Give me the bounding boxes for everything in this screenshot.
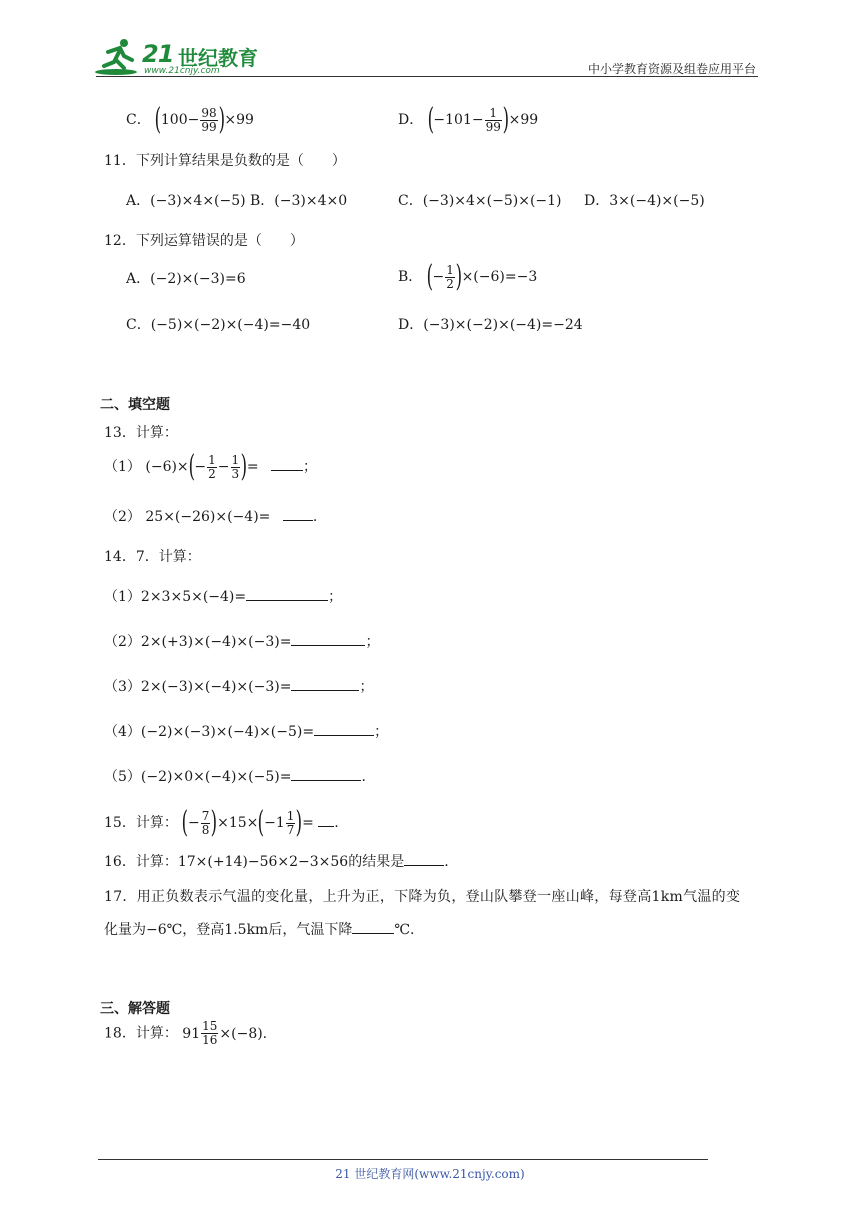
option-expr: (−3)×(−2)×(−4)=−24 [423,317,583,333]
denominator: 3 [231,466,240,481]
q12-option-c [126,314,310,334]
answer-blank[interactable] [404,853,444,866]
answer-blank[interactable] [283,508,313,521]
q18 [104,1020,267,1047]
option-label: D． [584,193,610,209]
q13-part1 [104,449,318,484]
q16 [104,851,449,871]
footer-link[interactable]: 21 世纪教育网(www.21cnjy.com) [335,1167,525,1181]
header-platform-text: 中小学教育资源及组卷应用平台 [587,62,756,76]
header-rule [96,76,758,77]
equals-sign: = [302,815,314,831]
fraction [207,454,217,481]
part-expr: (−6)×(− $\frac{1}{2}$ − $\frac{1}{3}$ )= [145,449,259,484]
question-stem: 15．计算： [104,815,178,831]
q13-part2 [104,506,317,526]
answer-blank[interactable] [352,921,394,934]
q12-option-b [398,259,538,294]
denominator: 2 [208,466,216,481]
equals-sign: = [246,459,259,475]
numerator: 1 [485,107,502,121]
expr-part: ×99 [224,112,254,128]
question-tail: 的结果是 [348,854,405,870]
part-label: （2） [104,634,141,650]
punctuation: . [444,854,449,870]
option-label: B． [398,269,423,285]
numerator: 7 [201,808,210,823]
numerator: 1 [446,262,454,277]
numerator: 1 [208,452,216,467]
punctuation: . [361,769,366,785]
option-label: A． [126,193,151,209]
punctuation: ； [359,679,374,695]
q11-option-d [584,190,705,210]
q13-stem: 13．计算： [104,425,178,441]
q10-option-c [126,102,254,137]
option-expr: (−3)×4×0 [274,193,348,209]
expr-part: 100− [160,112,200,128]
expr-part: ×(−6)=−3 [461,269,538,285]
question-expr: (− $\frac{7}{8}$ )×15×(−1 $\frac{1}{7}$ )= [181,805,314,840]
q14-item [104,766,366,786]
answer-blank[interactable] [318,814,334,827]
part-expr: 2×3×5×(−4)= [140,589,247,605]
punctuation: . [334,815,339,831]
part-expr: (−2)×0×(−4)×(−5)= [140,769,292,785]
numerator: 1 [231,452,240,467]
expr-part: (−6)× [145,459,189,475]
part-label: （2） [104,509,141,525]
part-label: （5） [104,769,141,785]
denominator: 7 [286,822,295,837]
q14-item [104,721,388,741]
question-expr: 17×(+14)−56×2−3×56 [177,854,349,870]
q17-line1: 17．用正负数表示气温的变化量，上升为正，下降为负，登山队攀登一座山峰，每登高1km气温的变 [104,889,741,905]
question-stem: 18．计算： [104,1025,178,1042]
q11-stem: 11．下列计算结果是负数的是（ ） [104,153,346,169]
part-label: （3） [104,679,141,695]
answer-blank[interactable] [291,768,361,781]
expr-part: ×(−8). [219,1025,268,1042]
option-expr: (−2)×(−3)=6 [150,271,246,287]
fraction [445,264,455,291]
fraction [201,1020,218,1047]
q14-item [104,586,342,606]
option-expr: (−101− $\frac{1}{99}$ )×99 [427,102,539,137]
question-expr [182,1019,268,1047]
question-unit: ℃. [394,922,415,938]
section-title-fill-blank: 二、填空题 [100,397,170,413]
part-label: （4） [104,724,141,740]
fraction [200,107,217,134]
q14-stem: 14．7．计算： [104,549,201,565]
q14-item [104,676,373,696]
q12-stem: 12．下列运算错误的是（ ） [104,233,304,249]
option-expr: (−5)×(−2)×(−4)=−40 [150,317,311,333]
q17-line2 [104,919,414,939]
option-label: C． [126,112,151,128]
fraction [485,107,502,134]
punctuation: . [312,509,318,525]
option-expr: (100− $\frac{98}{99}$ )×99 [154,102,254,137]
q11-option-b [250,190,347,210]
part-expr: 2×(+3)×(−4)×(−3)= [140,634,292,650]
expr-part: ×99 [508,112,539,128]
answer-blank[interactable] [246,588,328,601]
logo-name: 世纪教育 [178,46,258,70]
expr-part: ×15× [217,815,259,831]
q14-item [104,631,379,651]
footer-rule [98,1159,708,1160]
option-label: C． [126,317,151,333]
mixed-whole: −1 [264,815,285,831]
option-expr: (− $\frac{1}{2}$ )×(−6)=−3 [426,259,538,294]
option-label: C． [398,193,423,209]
q12-option-a [126,268,246,288]
option-expr: (−3)×4×(−5)×(−1) [422,193,562,209]
denominator: 8 [201,822,210,837]
question-text: 化量为−6℃，登高1.5km后，气温下降 [104,922,353,938]
numerator: 15 [202,1019,218,1033]
answer-blank[interactable] [271,458,303,471]
section-title-answer: 三、解答题 [100,1001,170,1017]
runner-logo-icon [94,36,138,78]
question-stem: 16．计算： [104,854,178,870]
option-expr: 3×(−4)×(−5) [609,193,705,209]
part-expr: (−2)×(−3)×(−4)×(−5)= [140,724,315,740]
q11-option-c [398,190,562,210]
part-label: （1） [104,589,141,605]
punctuation: ； [365,634,380,650]
punctuation: ； [374,724,389,740]
part-label: （1） [104,459,141,475]
part-expr: 25×(−26)×(−4)= [145,509,271,525]
punctuation: ； [303,459,318,475]
part-expr: 2×(−3)×(−4)×(−3)= [140,679,292,695]
mixed-whole: 91 [182,1025,201,1042]
denominator: 16 [202,1033,218,1047]
denominator: 2 [446,276,454,291]
q15 [104,805,339,840]
answer-blank[interactable] [291,678,359,691]
fraction [231,454,241,481]
punctuation: ； [328,589,343,605]
option-expr: (−3)×4×(−5) [150,193,246,209]
option-label: B． [250,193,275,209]
logo-url: www.21cnjy.com [144,66,220,76]
q10-option-d [398,102,539,137]
expr-part: −101− [433,112,484,128]
q12-option-d [398,314,583,334]
fraction [201,810,211,837]
fraction [286,810,296,837]
option-label: D． [398,112,424,128]
answer-blank[interactable] [314,723,374,736]
option-label: D． [398,317,424,333]
denominator: 99 [201,119,217,134]
q11-option-a [126,190,246,210]
site-logo [94,36,274,78]
denominator: 99 [485,119,501,134]
logo-number: 21 [142,40,174,68]
answer-blank[interactable] [291,633,365,646]
numerator: 1 [286,808,295,823]
option-label: A． [126,271,151,287]
numerator: 98 [201,105,217,120]
